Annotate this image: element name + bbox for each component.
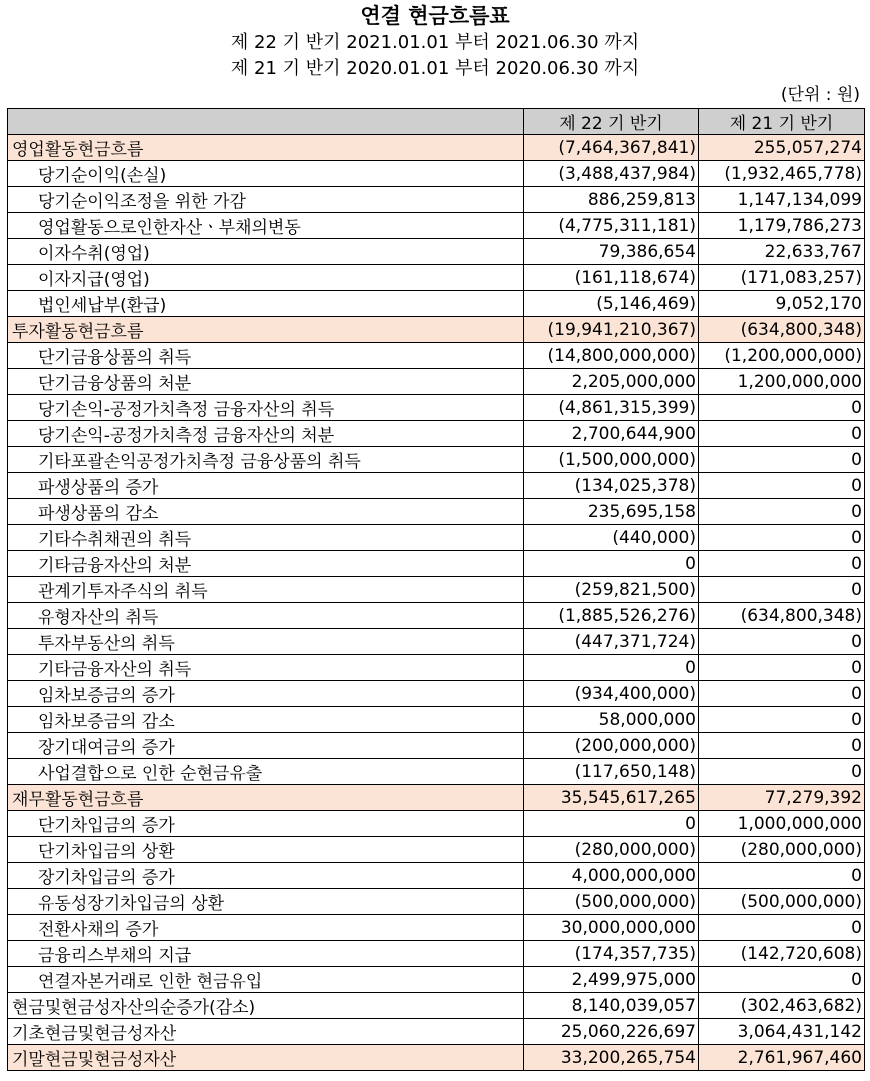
row-value-current: 0 — [524, 655, 699, 681]
row-value-prior: (171,083,257) — [699, 265, 865, 291]
row-value-current: (161,118,674) — [524, 265, 699, 291]
row-value-prior: 1,200,000,000 — [699, 369, 865, 395]
row-value-prior: 0 — [699, 759, 865, 785]
row-value-prior: 0 — [699, 473, 865, 499]
row-value-prior: 0 — [699, 967, 865, 993]
table-row — [8, 967, 865, 993]
row-value-prior: 2,761,967,460 — [699, 1045, 865, 1071]
row-label: 기타포괄손익공정가치측정 금융상품의 취득 — [8, 447, 524, 473]
row-value-current: 33,200,265,754 — [524, 1045, 699, 1071]
table-row — [8, 941, 865, 967]
header-label — [8, 109, 524, 135]
row-value-current: 25,060,226,697 — [524, 1019, 699, 1045]
row-value-prior: 0 — [699, 629, 865, 655]
table-row — [8, 473, 865, 499]
table-row — [8, 863, 865, 889]
row-value-prior: (302,463,682) — [699, 993, 865, 1019]
row-value-current: (934,400,000) — [524, 681, 699, 707]
row-value-current: (500,000,000) — [524, 889, 699, 915]
row-value-current: 4,000,000,000 — [524, 863, 699, 889]
table-row — [8, 629, 865, 655]
row-label: 파생상품의 증가 — [8, 473, 524, 499]
row-value-current: (4,775,311,181) — [524, 213, 699, 239]
row-label: 재무활동현금흐름 — [8, 785, 524, 811]
row-label: 단기금융상품의 처분 — [8, 369, 524, 395]
row-label: 당기순이익조정을 위한 가감 — [8, 187, 524, 213]
statement-title: 연결 현금흐름표 — [360, 4, 510, 28]
row-value-current: 35,545,617,265 — [524, 785, 699, 811]
row-value-current: (1,885,526,276) — [524, 603, 699, 629]
table-row — [8, 889, 865, 915]
row-label: 금융리스부채의 지급 — [8, 941, 524, 967]
table-row — [8, 993, 865, 1019]
row-value-prior: 22,633,767 — [699, 239, 865, 265]
row-label: 유형자산의 취득 — [8, 603, 524, 629]
table-row — [8, 395, 865, 421]
row-value-current: (5,146,469) — [524, 291, 699, 317]
table-row — [8, 161, 865, 187]
row-value-current: 235,695,158 — [524, 499, 699, 525]
row-label: 단기차입금의 증가 — [8, 811, 524, 837]
row-value-prior: 0 — [699, 681, 865, 707]
row-value-prior: 0 — [699, 499, 865, 525]
table-row — [8, 317, 865, 343]
row-label: 장기대여금의 증가 — [8, 733, 524, 759]
period-current: 제 22 기 반기 2021.01.01 부터 2021.06.30 까지 — [230, 32, 640, 53]
row-value-prior: (1,932,465,778) — [699, 161, 865, 187]
table-row — [8, 1045, 865, 1071]
row-value-current: (19,941,210,367) — [524, 317, 699, 343]
table-row — [8, 837, 865, 863]
table-row — [8, 551, 865, 577]
table-row — [8, 759, 865, 785]
row-value-current: (447,371,724) — [524, 629, 699, 655]
row-label: 기타수취채권의 취득 — [8, 525, 524, 551]
row-value-current: 0 — [524, 551, 699, 577]
row-label: 기말현금및현금성자산 — [8, 1045, 524, 1071]
row-value-current: (14,800,000,000) — [524, 343, 699, 369]
header-prior-period: 제 21 기 반기 — [699, 109, 865, 135]
row-label: 당기순이익(손실) — [8, 161, 524, 187]
row-value-current: (134,025,378) — [524, 473, 699, 499]
table-row — [8, 265, 865, 291]
row-value-prior: 0 — [699, 395, 865, 421]
table-row — [8, 369, 865, 395]
row-value-prior: 255,057,274 — [699, 135, 865, 161]
row-value-prior: 1,147,134,099 — [699, 187, 865, 213]
row-value-prior: 0 — [699, 733, 865, 759]
row-value-current: 886,259,813 — [524, 187, 699, 213]
row-value-prior: (500,000,000) — [699, 889, 865, 915]
table-row — [8, 343, 865, 369]
row-label: 투자부동산의 취득 — [8, 629, 524, 655]
table-row — [8, 421, 865, 447]
row-value-prior: 0 — [699, 655, 865, 681]
table-row — [8, 681, 865, 707]
row-value-prior: 1,000,000,000 — [699, 811, 865, 837]
table-row — [8, 213, 865, 239]
row-value-prior: 1,179,786,273 — [699, 213, 865, 239]
row-label: 파생상품의 감소 — [8, 499, 524, 525]
row-value-prior: 3,064,431,142 — [699, 1019, 865, 1045]
row-value-current: 2,205,000,000 — [524, 369, 699, 395]
row-label: 관계기투자주식의 취득 — [8, 577, 524, 603]
period-prior: 제 21 기 반기 2020.01.01 부터 2020.06.30 까지 — [230, 58, 640, 79]
row-value-prior: 0 — [699, 551, 865, 577]
row-label: 연결자본거래로 인한 현금유입 — [8, 967, 524, 993]
row-value-prior: (634,800,348) — [699, 603, 865, 629]
table-row — [8, 785, 865, 811]
statement-header — [0, 0, 870, 82]
cash-flow-table — [7, 108, 865, 1071]
row-value-current: (4,861,315,399) — [524, 395, 699, 421]
table-row — [8, 811, 865, 837]
row-value-prior: 0 — [699, 707, 865, 733]
table-row — [8, 525, 865, 551]
table-row — [8, 135, 865, 161]
row-value-prior: 0 — [699, 421, 865, 447]
row-value-current: (3,488,437,984) — [524, 161, 699, 187]
row-value-prior: 0 — [699, 447, 865, 473]
row-value-prior: 0 — [699, 577, 865, 603]
table-row — [8, 577, 865, 603]
row-label: 임차보증금의 증가 — [8, 681, 524, 707]
row-label: 기타금융자산의 취득 — [8, 655, 524, 681]
table-row — [8, 447, 865, 473]
row-value-prior: 77,279,392 — [699, 785, 865, 811]
row-value-current: (280,000,000) — [524, 837, 699, 863]
row-value-current: (440,000) — [524, 525, 699, 551]
row-label: 이자수취(영업) — [8, 239, 524, 265]
row-value-prior: 0 — [699, 863, 865, 889]
table-row — [8, 239, 865, 265]
table-row — [8, 655, 865, 681]
row-label: 사업결합으로 인한 순현금유출 — [8, 759, 524, 785]
table-row — [8, 187, 865, 213]
table-row — [8, 291, 865, 317]
row-label: 기타금융자산의 처분 — [8, 551, 524, 577]
row-label: 유동성장기차입금의 상환 — [8, 889, 524, 915]
row-value-current: 8,140,039,057 — [524, 993, 699, 1019]
header-current-period: 제 22 기 반기 — [524, 109, 699, 135]
row-label: 현금및현금성자산의순증가(감소) — [8, 993, 524, 1019]
row-label: 이자지급(영업) — [8, 265, 524, 291]
row-label: 전환사채의 증가 — [8, 915, 524, 941]
row-label: 기초현금및현금성자산 — [8, 1019, 524, 1045]
row-value-prior: 0 — [699, 525, 865, 551]
row-value-current: 0 — [524, 811, 699, 837]
row-value-prior: (634,800,348) — [699, 317, 865, 343]
row-label: 단기차입금의 상환 — [8, 837, 524, 863]
table-row — [8, 733, 865, 759]
row-label: 법인세납부(환급) — [8, 291, 524, 317]
row-value-current: 2,700,644,900 — [524, 421, 699, 447]
row-value-current: (200,000,000) — [524, 733, 699, 759]
row-label: 임차보증금의 감소 — [8, 707, 524, 733]
table-row — [8, 499, 865, 525]
row-label: 당기손익-공정가치측정 금융자산의 취득 — [8, 395, 524, 421]
table-row — [8, 1019, 865, 1045]
row-label: 장기차입금의 증가 — [8, 863, 524, 889]
table-row — [8, 603, 865, 629]
row-value-current: 79,386,654 — [524, 239, 699, 265]
row-value-prior: (280,000,000) — [699, 837, 865, 863]
row-value-current: (259,821,500) — [524, 577, 699, 603]
row-label: 영업활동으로인한자산ㆍ부채의변동 — [8, 213, 524, 239]
row-value-prior: (142,720,608) — [699, 941, 865, 967]
row-value-current: (174,357,735) — [524, 941, 699, 967]
table-row — [8, 707, 865, 733]
unit-label: (단위 : 원) — [780, 85, 860, 105]
row-label: 영업활동현금흐름 — [8, 135, 524, 161]
row-value-prior: 0 — [699, 915, 865, 941]
row-value-prior: (1,200,000,000) — [699, 343, 865, 369]
row-label: 투자활동현금흐름 — [8, 317, 524, 343]
row-label: 당기손익-공정가치측정 금융자산의 처분 — [8, 421, 524, 447]
row-label: 단기금융상품의 취득 — [8, 343, 524, 369]
row-value-prior: 9,052,170 — [699, 291, 865, 317]
row-value-current: 30,000,000,000 — [524, 915, 699, 941]
row-value-current: 58,000,000 — [524, 707, 699, 733]
row-value-current: (7,464,367,841) — [524, 135, 699, 161]
row-value-current: 2,499,975,000 — [524, 967, 699, 993]
table-body — [8, 135, 865, 1071]
row-value-current: (1,500,000,000) — [524, 447, 699, 473]
row-value-current: (117,650,148) — [524, 759, 699, 785]
table-row — [8, 915, 865, 941]
table-header-row — [8, 109, 865, 135]
